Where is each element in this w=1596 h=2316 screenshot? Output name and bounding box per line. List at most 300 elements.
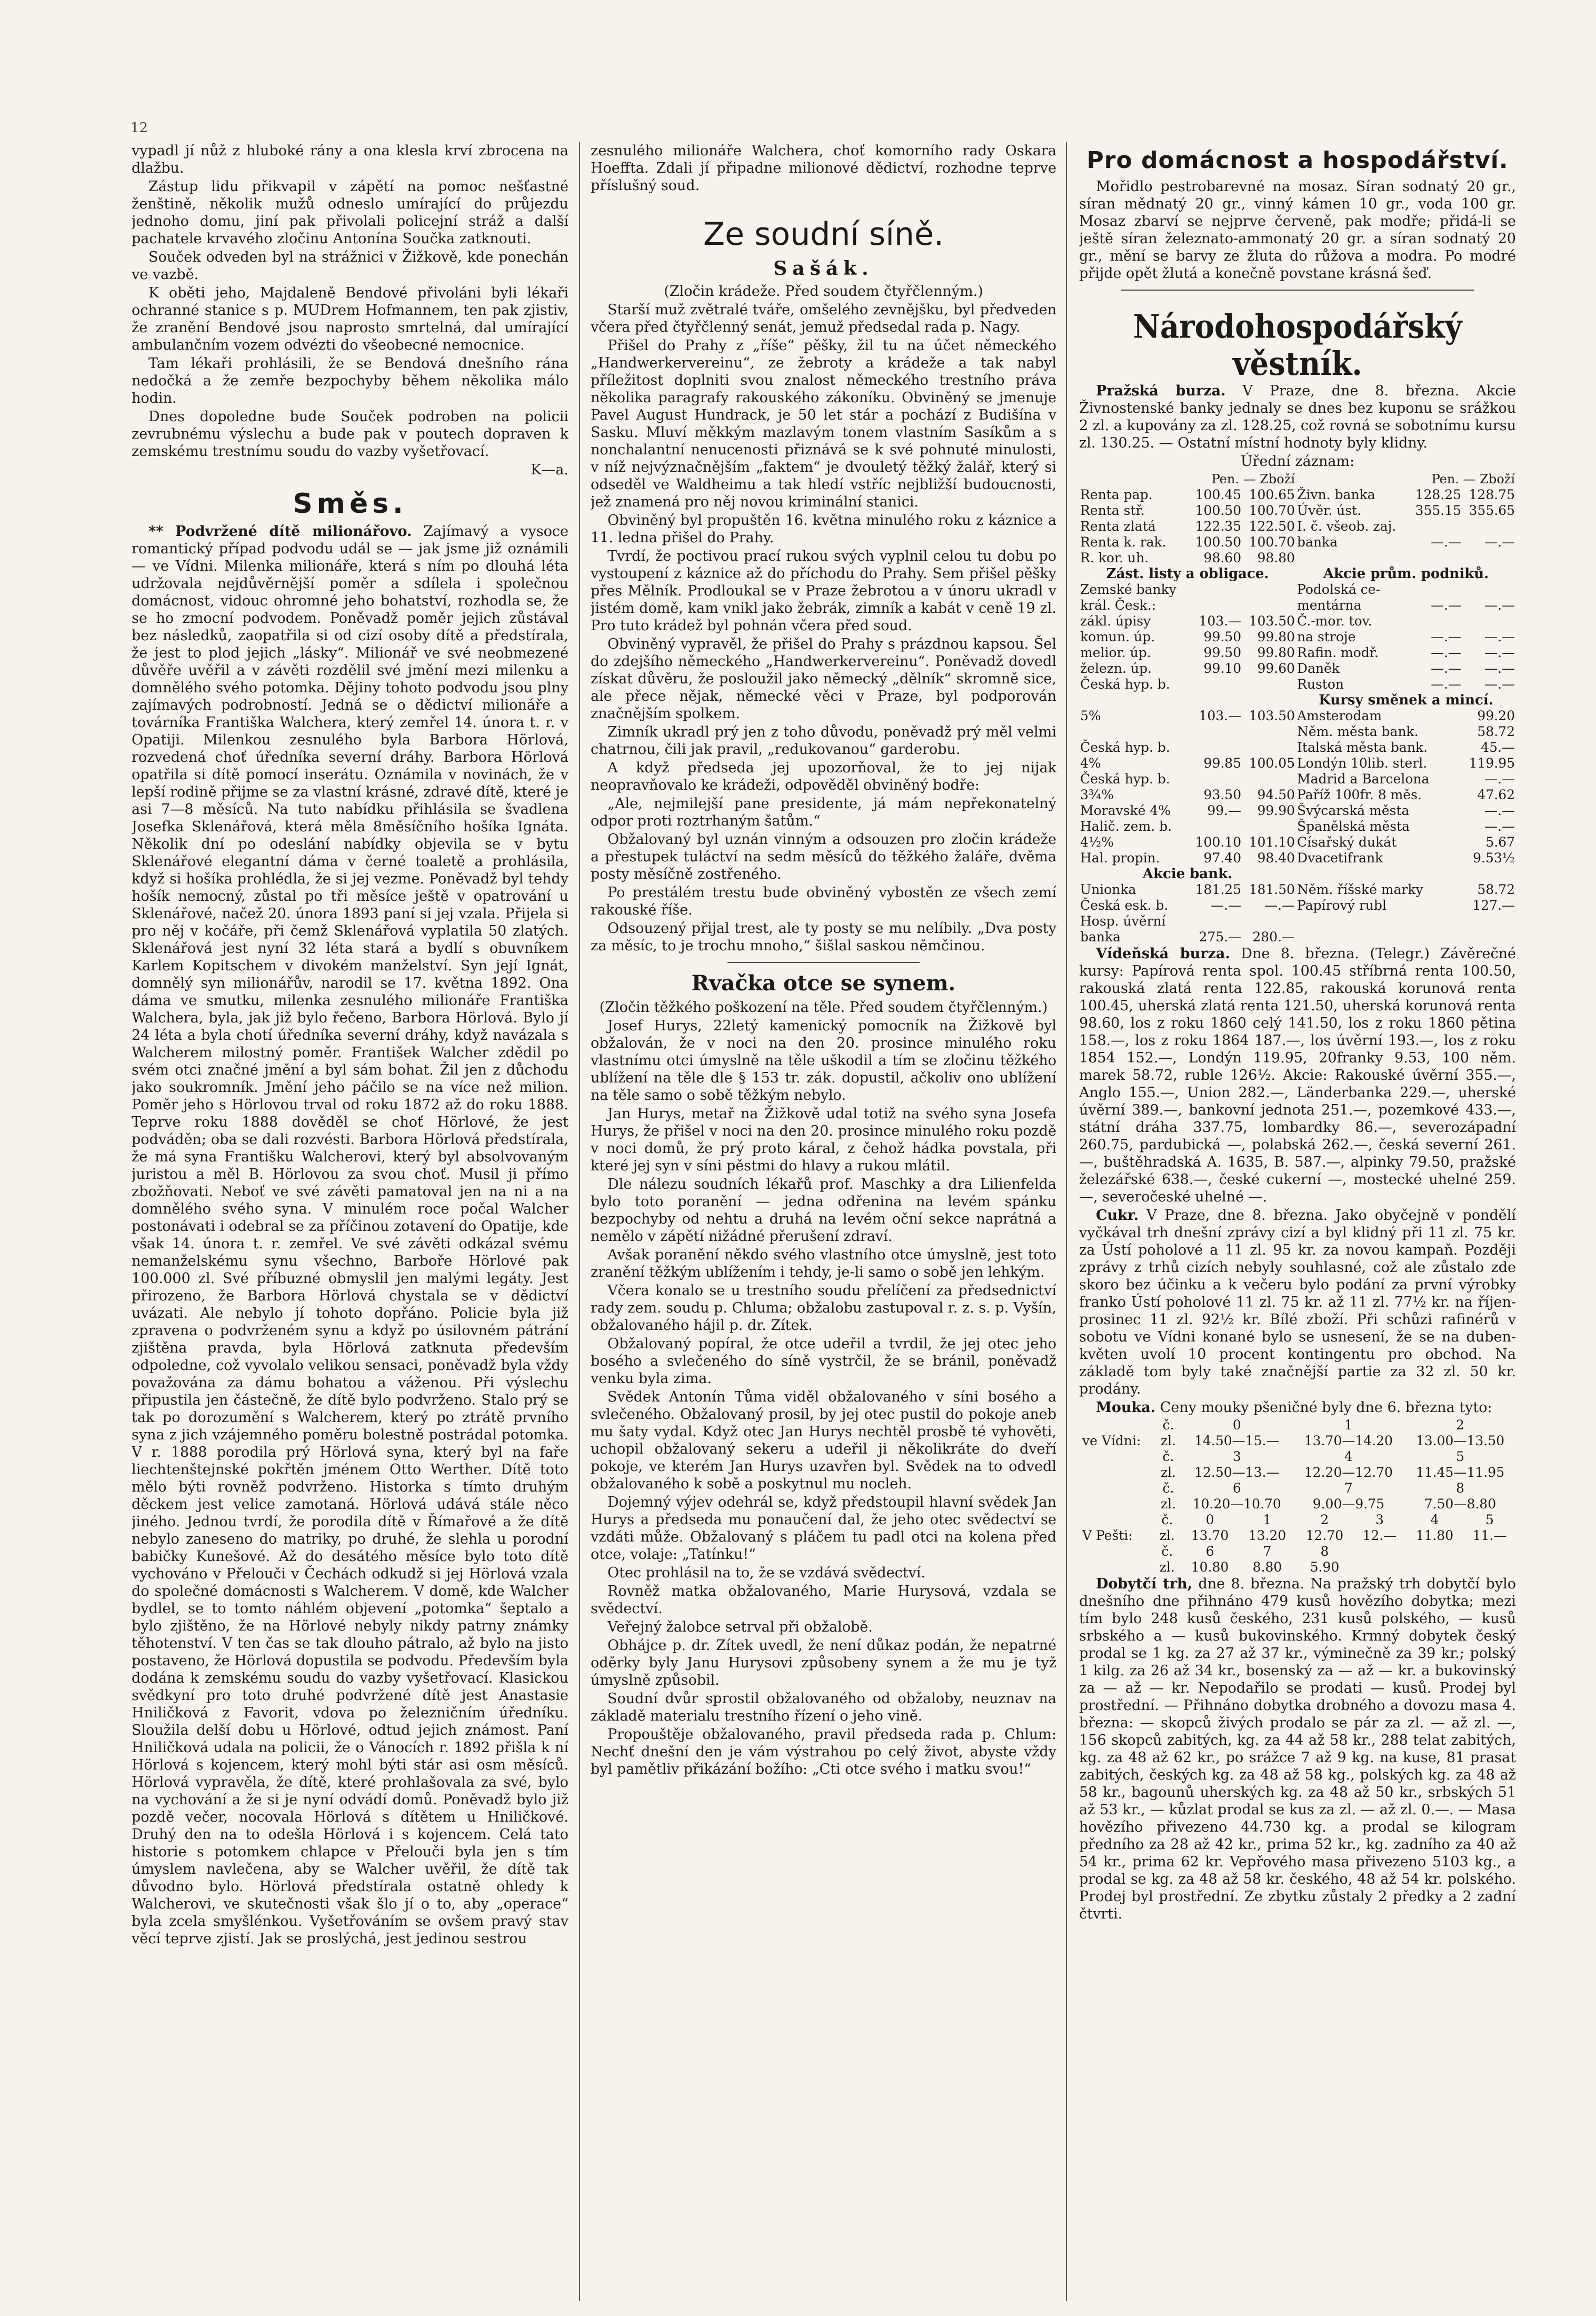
table-row — [1079, 882, 1516, 898]
table-cell: 5 — [1455, 1449, 1464, 1464]
paragraph: Tam lékaři prohlásili, že se Bendová dnešního rána nedočká a že zemře bezpochyby během několika málo hodin. — [132, 355, 568, 406]
table-cell: —.— — [1484, 803, 1515, 818]
table-cell: Úvěr. úst. — [1297, 503, 1362, 518]
table-cell — [1079, 1417, 1155, 1433]
paragraph: „Ale, nejmilejší pane presidente, já mám nepřekonatelný odpor proti roztrhaným šatům.“ — [591, 796, 1056, 829]
table-cell: č. — [1162, 1417, 1174, 1433]
table-cell: ve Vídni: — [1082, 1433, 1141, 1448]
table-cell: 100.70 — [1249, 534, 1295, 550]
article-kicker: Mouka. — [1096, 1399, 1156, 1416]
table-cell — [1296, 550, 1409, 566]
table-cell: —.— — [1484, 771, 1515, 787]
paragraph: Propouštěje obžalovaného, pravil předseda rada p. Chlum: Nechť dnešní den je vám výstrahou po celý život, abyste vždy byl pamětliv přikázání božího: „Cti otce svého i matku svou!“ — [591, 1726, 1056, 1777]
table-row — [1079, 771, 1516, 787]
column-rule-2 — [1066, 142, 1067, 2301]
table-cell: 14.50—15.— — [1194, 1433, 1280, 1448]
table-cell: 13.70 — [1191, 1528, 1229, 1543]
table-cell: 128.25 — [1415, 487, 1462, 502]
paragraph: Starší muž zvětralé tváře, omšelého zevnějšku, byl předveden včera před čtyřčlenný senát, jemuž předsedal rada p. Nagy. — [591, 302, 1056, 335]
column-rule-1 — [579, 142, 580, 2301]
article-kicker: Vídeňská burza. — [1096, 946, 1230, 962]
table-cell: 4 — [1430, 1512, 1439, 1527]
paragraph: A když předseda jej upozorňoval, že to jej nijak neopravňovalo ke krádeži, odpověděl obviněný bodře: — [591, 760, 1056, 793]
paragraph: V Praze, dne 8. března. Jako obyčejně v pondělí vyčkával trh dnešní zprávy cizí a byl klidný při 11 zl. 75 kr. za Ústí poholové a 11 zl. 95 kr. za novou kampaň. Později zprávy z trhů cizích nebyly souhlasné, což ale zůstalo zde skoro bez účinku a k večeru bylo podání za první výrobky franko Ústí poholové 11 zl. 75 kr. až 11 zl. 77½ kr. na říjen-prosinec 11 zl. 92½ kr. Bílé zboží. Při schůzi rafinérů v sobotu ve Vídni konané bylo se usnesení, že se na duben-květen uvolí 10 procent kontingentu pro obchod. Na základě tom byly také značnější partie za 32 zl. 50 kr. prodány. — [1079, 1207, 1516, 1397]
table-cell — [1189, 598, 1242, 613]
table-cell: —.— — [1484, 819, 1515, 834]
akcie-body — [1079, 882, 1516, 945]
rates-body — [1079, 487, 1516, 566]
article-title: Sašák. — [773, 257, 874, 280]
table-cell: Česká hyp. b. — [1080, 677, 1170, 692]
table-cell — [1242, 771, 1296, 787]
table-cell: 12.70 — [1305, 1528, 1344, 1543]
table-row — [1079, 850, 1516, 866]
table-cell: 119.95 — [1469, 756, 1515, 771]
table-cell — [1079, 1449, 1155, 1465]
table-cell — [1462, 582, 1516, 598]
table-cell: Česká hyp. b. — [1080, 740, 1170, 755]
table-cell — [1296, 913, 1462, 929]
table-cell — [1462, 913, 1516, 929]
table-cell — [1079, 1512, 1153, 1528]
table-cell: Paříž 100fr. 8 měs. — [1297, 787, 1422, 802]
table-cell: —.— — [1484, 598, 1515, 613]
table-cell — [1406, 1559, 1463, 1575]
table-cell: 103.— — [1199, 613, 1242, 629]
table-cell: 12.50—13.— — [1194, 1465, 1280, 1480]
table-row — [1079, 708, 1516, 724]
table-cell — [1189, 677, 1242, 692]
table-row — [1079, 1559, 1516, 1575]
article-kicker: Dobytčí trh, — [1096, 1576, 1193, 1592]
table-cell: 3 — [1375, 1512, 1384, 1527]
table-cell: 5 — [1485, 1512, 1494, 1527]
table-row — [1079, 756, 1516, 771]
table-cell: 98.40 — [1257, 850, 1295, 866]
column-2 — [591, 142, 1056, 2290]
table-cell — [1242, 598, 1296, 613]
paragraph: Zimník ukradl prý jen z toho důvodu, poněvadž prý měl velmi chatrnou, čili jak pravil, „redukovanou“ garderobu. — [591, 724, 1056, 758]
table-cell: 181.50 — [1249, 882, 1295, 897]
table-cell — [1463, 1544, 1516, 1559]
column-header: Pen. — Zboží — [1431, 472, 1515, 486]
table-cell: 3¾% — [1080, 787, 1114, 802]
flour-table-vienna — [1079, 1417, 1516, 1512]
table-cell — [1463, 1559, 1516, 1575]
table-cell: 103.— — [1199, 708, 1242, 723]
table-cell: 4% — [1080, 756, 1101, 771]
table-cell: Papírový rubl — [1297, 898, 1386, 913]
table-row — [1079, 629, 1516, 645]
table-cell: 8.80 — [1252, 1559, 1282, 1575]
table-cell — [1079, 1544, 1153, 1559]
table-subheader: Zást. listy a obligace. — [1106, 566, 1269, 582]
divider — [727, 962, 920, 963]
table-cell: Španělská města — [1297, 819, 1410, 834]
section-title-smes: Směs. — [293, 488, 407, 520]
table-cell: 10.20—10.70 — [1192, 1496, 1281, 1512]
table-cell — [1079, 1480, 1155, 1496]
table-cell: 122.35 — [1195, 519, 1242, 534]
table-cell: Ruston — [1297, 677, 1344, 692]
table-cell: 99.80 — [1257, 645, 1295, 660]
table-row — [1079, 740, 1516, 756]
table-row — [1079, 645, 1516, 661]
table-cell: 99.60 — [1257, 661, 1295, 676]
table-cell: Renta pap. — [1080, 487, 1153, 502]
divider — [1121, 290, 1474, 291]
table-cell: Madrid a Barcelona — [1297, 771, 1430, 787]
table-cell: mentárna — [1297, 598, 1362, 613]
column-3 — [1079, 142, 1516, 2290]
table-cell: zl. — [1160, 1496, 1176, 1512]
table-cell: 12.— — [1362, 1528, 1397, 1543]
table-cell: 93.50 — [1203, 787, 1242, 802]
table-cell: Č.-mor. tov. — [1297, 613, 1372, 629]
table-row — [1079, 929, 1516, 945]
page-number: 12 — [131, 120, 148, 136]
table-cell: zl. — [1159, 1528, 1175, 1543]
table-row — [1079, 913, 1516, 929]
paragraph: Obhájce p. dr. Zítek uvedl, že není důkaz podán, že nepatrné oděrky byly Janu Hurysovi způsobeny synem a že mu je tyž úmyslně způsobil. — [591, 1637, 1056, 1688]
table-cell: 275.— — [1199, 929, 1242, 945]
table-row — [1079, 724, 1516, 740]
table-cell: 1 — [1344, 1417, 1353, 1433]
table-row — [1079, 519, 1516, 534]
table-cell: 127.— — [1472, 898, 1515, 913]
table-cell: 11.— — [1472, 1528, 1507, 1543]
table-cell: 100.45 — [1195, 487, 1242, 502]
paragraph: Obviněný byl propuštěn 16. května minulého roku z káznice a 11. ledna přišel do Prahy. — [591, 512, 1056, 546]
table-row — [1079, 613, 1516, 629]
table-cell — [1189, 724, 1242, 740]
table-cell — [1079, 724, 1189, 740]
table-cell — [1296, 929, 1462, 945]
table-cell: 1 — [1263, 1512, 1272, 1527]
table-cell: —.— — [1211, 898, 1242, 913]
table-row — [1079, 534, 1516, 550]
table-cell: 100.05 — [1249, 756, 1295, 771]
table-row — [1079, 1496, 1516, 1512]
table-cell: 103.50 — [1249, 708, 1295, 723]
paragraph: Dne 8. března. (Telegr.) Závěrečné kursy: Papírová renta spol. 100.45 stříbrná renta 100.50, rakouská zlatá renta 122.85, rakouská korunová renta 100.45, uherská zlatá renta 121.50, uherská korunová renta 98.60, los z roku 1860 celý 141.50, los z roku 1860 pětina 158.—, los z roku 1864 187.—, los úvěrní 193.—, los z roku 1854 152.—, Londýn 119.95, 20franky 9.53, 100 něm. marek 58.72, ruble 126½. Akcie: Rakouské úvěrní 355.—, Anglo 155.—, Union 282.—, Länderbanka 229.—, uherské úvěrní 389.—, bankovní jednota 251.—, pozemkové 433.—, státní dráha 337.75, lombardky 86.—, severozápadní 260.75, pardubická —, polabská 262.—, česká severní 261.—, buštěhradská A. 1635, B. 587.—, alpinky 79.50, pražské železářské 638.—, české cukerní —, mostecké uhelné 259.—, severočeské uhelné —. — [1079, 946, 1516, 1205]
table-cell: 100.65 — [1249, 487, 1295, 502]
table-cell: 122.50 — [1249, 519, 1295, 534]
table-cell: Italská města bank. — [1297, 740, 1428, 755]
table-cell: 103.50 — [1249, 613, 1295, 629]
table-cell — [1189, 740, 1242, 756]
table-cell: 98.60 — [1203, 550, 1242, 565]
table-cell: 47.62 — [1477, 787, 1515, 802]
table-cell: 6 — [1205, 1544, 1214, 1559]
paragraph: Tvrdí, že poctivou prací rukou svých vyplnil celou tu dobu po vystoupení z káznice až do příchodu do Prahy. Sem přišel pěšky přes Mělník. Prodloukal se v Praze žebrotou a v únoru ukradl v jistém domě, kam vnikl jako žebrák, zimník a kabát v ceně 19 zl. Pro tuto krádež byl pohnán včera před soud. — [591, 548, 1056, 634]
paragraph: Po prestálém trestu bude obviněný vybostěn ze všech zemí rakouské říše. — [591, 884, 1056, 918]
paragraph: Veřejný žalobce setrval při obžalobě. — [607, 1619, 873, 1635]
paragraph: dne 8. března. Na pražský trh dobytčí bylo dnešního dne přihnáno 479 kusů hovězího dobytka; mezi tím bylo 248 kusů českého, 231 kusů polského, — kusů srbského a — kusů bukovinského. Krmný dobytek český prodal se 1 kg. za 27 až 37 kr., výminečně za 39 kr.; polský 1 kilg. za 26 až 34 kr., bosenský za — až — kr. a bukovinský za — až — kr. Nepodařilo se prodati — kusů. Prodej byl prostřední. — Přihnáno dobytka drobného a dovozu masa 4. března: — skopců živých prodalo se pár za zl. — až zl. —, 156 skopců zabitých, kg. za 44 až 58 kr., 288 telat zabitých, kg. za 48 až 62 kr., po srážce 7 až 9 kg. na kuse, 81 prasat zabitých, českých kg. za 48 až 58 kg., polských kg. za 48 až 58 kr., bagounů uherských kg. za 48 až 50 kr., srbských 51 až 53 kr., — kůzlat prodal se kus za zl. — až zl. 0.—. — Masa hovězího přivezeno 44.730 kg. a prodal se kilogram předního za 28 až 42 kr., prima 52 kr., kg. zadního za 40 až 54 kr., prima 62 kr. Vepřového masa přivezeno 5103 kg., a prodal se kg. za 48 až 58 kr. českého, 48 až 54 kr. polského. Prodej byl prostřední. Ze zbytku zůstaly 2 předky a 2 zadní čtvrti. — [1079, 1576, 1516, 1922]
article-kicker: Pražská burza. — [1096, 383, 1226, 399]
table-cell: 12.20—12.70 — [1304, 1465, 1393, 1480]
table-row — [1079, 898, 1516, 913]
table-cell: 280.— — [1252, 929, 1295, 945]
table-cell: —.— — [1264, 898, 1295, 913]
table-cell: 181.25 — [1195, 882, 1242, 897]
table-cell — [1353, 1544, 1406, 1559]
table-cell: Amsterodam — [1297, 708, 1382, 723]
table-cell: —.— — [1484, 534, 1515, 550]
table-cell: R. kor. uh. — [1080, 550, 1149, 565]
table-cell — [1189, 913, 1242, 929]
table-cell: banka — [1297, 534, 1338, 550]
table-cell: 100.70 — [1249, 503, 1295, 518]
table-cell: 58.72 — [1477, 882, 1515, 897]
table-cell: melior. úp. — [1080, 645, 1151, 660]
table-row — [1079, 598, 1516, 613]
table-cell: Moravské 4% — [1080, 803, 1171, 818]
paragraph: Přišel do Prahy z „říše“ pěšky, žil tu na účet německého „Handwerkervereinu“, ze žebroty a krádeže a tak nabyl příležitost doplniti svou znalost německého trestního práva několika paragrafy rakouského zákoníku. Obviněný se jmenuje Pavel August Hundrack, je 50 let stár a pochází z Budišína v Sasku. Mluví měkkým mazlavým tonem vlastním Sasíkům a s nonchalantní nenucenosti přiznává se k své pohnuté minulosti, v níž nejvýznačnějším „faktem“ je dvouletý těžký žalář, který si odseděl ve Waldheimu a tak hledí vstříc nejbližší budoucnosti, jež znamená pro něj novou kriminální stanici. — [591, 337, 1056, 510]
paragraph: K oběti jeho, Majdaleně Bendové přivoláni byli lékaři ochranné stanice s p. MUDrem Hofmannem, ten pak zjistiv, že zranění Bendové jsou naprosto smrtelná, dal umírající ambulančním vozem odvézti do všeobecné nemocnice. — [132, 285, 568, 353]
paragraph: Soudní dvůr sprostil obžalovaného od obžaloby, neuznav na základě materialu trestního řízení o jeho vině. — [591, 1691, 1056, 1724]
table-cell: Renta k. rak. — [1080, 534, 1166, 550]
table-cell — [1353, 1559, 1406, 1575]
signature: K—a. — [531, 462, 568, 478]
table-cell — [1462, 929, 1516, 945]
table-cell: 11.45—11.95 — [1415, 1465, 1505, 1480]
table-cell — [1462, 613, 1516, 629]
table-cell — [1462, 519, 1516, 534]
table-cell: 99.80 — [1257, 629, 1295, 644]
table-cell: Halič. zem. b. — [1080, 819, 1172, 834]
table-cell: 8 — [1320, 1544, 1329, 1559]
table-cell — [1242, 819, 1296, 834]
table-cell: 355.65 — [1469, 503, 1515, 518]
table-cell: zl. — [1159, 1559, 1175, 1575]
table-row — [1079, 1544, 1516, 1559]
table-cell: 99.85 — [1203, 756, 1242, 771]
table-cell: 99.10 — [1203, 661, 1242, 676]
table-row — [1079, 677, 1516, 692]
table-cell: Rafin. modř. — [1297, 645, 1379, 660]
table-cell: 5% — [1080, 708, 1101, 723]
table-cell — [1409, 550, 1462, 566]
table-cell: 7 — [1344, 1480, 1353, 1496]
table-cell: 7 — [1263, 1544, 1272, 1559]
table-cell: na stroje — [1297, 629, 1356, 644]
table-cell: zákl. úpisy — [1080, 613, 1151, 629]
table-cell: 355.15 — [1415, 503, 1462, 518]
table-cell: Renta zlatá — [1080, 519, 1156, 534]
table-cell: 128.75 — [1469, 487, 1515, 502]
table-cell: 4 — [1344, 1449, 1353, 1464]
table-row — [1079, 487, 1516, 503]
flour-table-pest — [1079, 1512, 1516, 1575]
table-cell: 5.67 — [1485, 834, 1515, 850]
table-cell — [1462, 550, 1516, 566]
table-cell: —.— — [1484, 661, 1515, 676]
table-cell: 94.50 — [1257, 787, 1295, 802]
table-cell: 9.53½ — [1473, 850, 1515, 866]
table-row — [1079, 503, 1516, 519]
table-row — [1079, 834, 1516, 850]
paragraph: Včera konalo se u trestního soudu přelíčení za předsednictví rady zem. soudu p. Chluma; obžalobu zastupoval r. z. s. p. Vyšín, obžalovaného hájil p. dr. Zítek. — [591, 1283, 1056, 1334]
table-cell: 99.— — [1207, 803, 1242, 818]
table-cell: Unionka — [1080, 882, 1136, 897]
paragraph: Zástup lidu přikvapil v zápětí na pomoc nešťastné ženštině, několik mužů odneslo umírající do průjezdu jednoho domu, jiní pak přivolali policejní stráž a další pachatele krvavého zločinu Antonína Součka zatknouti. — [132, 178, 568, 247]
table-row — [1079, 1480, 1516, 1496]
table-cell: Něm. města bank. — [1297, 724, 1419, 739]
paragraph: V Praze, dne 8. března. Akcie Živnostenské banky jednaly se dnes bez kuponu se srážkou 2 zl. a kupovány za zl. 128.25, což rovná se sobotnímu kursu zl. 130.25. — Ostatní místní hodnoty byly klidny. — [1079, 383, 1516, 451]
table-cell: Daněk — [1297, 661, 1340, 676]
table-row — [1079, 661, 1516, 677]
paragraph: Otec prohlásil na to, že se vzdává svědectví. — [607, 1565, 926, 1581]
table-cell: 99.50 — [1203, 629, 1242, 644]
table-cell: 7.50—8.80 — [1424, 1496, 1497, 1512]
table-cell — [1079, 1465, 1155, 1480]
table-cell: 13.20 — [1248, 1528, 1286, 1543]
column-1 — [132, 142, 568, 2290]
table-cell: 6 — [1232, 1480, 1241, 1496]
table-cell — [1406, 1544, 1463, 1559]
paragraph: Ceny mouky pšeničné byly dne 6. března tyto: — [1160, 1399, 1492, 1416]
table-row — [1079, 1512, 1516, 1528]
table-cell: Podolská ce- — [1297, 582, 1381, 597]
table-row — [1079, 550, 1516, 566]
table-cell: Renta stř. — [1080, 503, 1145, 518]
paragraph: Zajímavý a vysoce romantický případ podvodu udál se — jak jsme již oznámili — ve Vídni. Milenka milionáře, která s ním po dlouhá léta udržovala nejdůvěrnější poměr a sdílela i společnou domácnost, vidouc ohromné jeho bohatství, rozhodla se, že se ho zmocní podvodem. Poněvadž poměr jejich zůstával bez následků, zaopatřila si od cizí osoby dítě a předstírala, že jest to plod jejich „lásky“. Milionář ve své neobmezené důvěře uvěřil a v závěti rozdělil své jmění mezi milenku a domnělého svého potomka. Dějiny tohoto podvodu jsou plny zajímavých podrobností. Jedná se o dědictví milionáře a továrníka Františka Walchera, který zemřel 14. února t. r. v Opatiji. Milenkou zesnulého byla Barbora Hörlová, rozvedená choť úředníka severní dráhy. Barbora Hörlová opatřila si dítě pomocí inserátu. Oznámila v novinách, že v lepší rodině přijme se za vlastní krásné, zdravé dítě, které je asi 7—8 měsíců. Na tuto nabídku přihlásila se švadlena Josefka Sklenářová, která měla 8měsíčního hošíka Ignáta. Několik dní po odeslání nabídky objevila se v bytu Sklenářové elegantní dáma v černé toaletě a prohlásila, když si hošíka prohlédla, že si jej vezme. Poněvadž byl tehdy hošík nemocný, zůstal po tři měsíce ještě v opatrování u Sklenářové, načež 20. února 1893 paní si jej vzala. Přijela si pro něj v kočáře, při čemž Sklenářová vyplatila 50 zlatých. Sklenářová jest nyní 32 léta stará a bydlí s obuvníkem Karlem Kopitschem v divokém manželství. Syn její Ignát, domnělý syn milionářův, narodil se 17. května 1892. Ona dáma ve smutku, milenka zesnulého milionáře Františka Walchera, byla, jak již bylo řečeno, Barbora Hörlová. Bylo jí 24 léta a byla chotí úředníka severní dráhy, když navázala s Walcherem milostný poměr. František Walcher zdědil po svém otci značné jmění a byl sám bohat. Žil jen z důchodu jako soukromník. Jmění jeho páčilo se na více než milion. Poměr jeho s Hörlovou trval od roku 1872 až do roku 1888. Teprve roku 1888 dověděl se choť Hörlové, že jest podváděn; oba se dali rozvésti. Barbora Hörlová předstírala, že má syna Františku Walcherovi, který byl absolvovaným juristou a měl B. Hörlovou za svou choť. Musil ji přímo zbožňovati. Neboť ve své závěti pamatoval jen na ni a na domnělého svého syna. V minulém roce počal Walcher postonávati i odebral se za příčinou zotavení do Opatije, kde však 14. února t. r. zemřel. Ve své závěti odkázal svému nemanželskému synu všechno, Barboře Hörlové pak 100.000 zl. Své příbuzné obmyslil jen malými legáty. Jest přirozeno, že Barbora Hörlová chystala se v dědictví uvázati. Ale nebylo jí tohoto dopřáno. Policie byla již zpravena o podvrženém synu a když po úsilovném pátrání zjištěna pravda, byla Hörlová zatknuta především odpoledne, což vyvolalo velikou sensaci, poněvadž byla vždy považována za dámu bohatou a váženou. Při výslechu připustila jen částečně, že dítě bylo podvrženo. Stalo prý se tak po dorozumění s Walcherem, který po ztrátě prvního syna z jich vzájemného poměru bolestně postrádal potomka. V r. 1888 porodila prý Hörlová syna, který byl na faře liechtenštejnské pokřtěn jménem Otto Werther. Dítě toto mělo býti rovněž podvrženo. Historka s tímto druhým děckem jest velice zamotaná. Hörlová udává stále něco jiného. Jednou tvrdí, že porodila dítě v Římařové a že dítě nebylo zaneseno do matriky, po druhé, že slehla u porodní babičky Kunešové. Až do desátého měsíce bylo toto dítě vychováno v Přelouči v Čechách odkudž si jej Hörlová vzala do společné domácnosti s Walcherem. V domě, kde Walcher bydlel, se to tomto náhlém objevení „potomka“ šeptalo a bylo zjištěno, že na Hörlové nebyly nikdy patrny známky těhotenství. V ten čas se tak dlouho pátralo, až bylo na jisto postaveno, že Hörlová dopustila se podvodu. Především byla dodána k zemskému soudu do vazby vyšetřovací. Klasickou svědkyní pro toto druhé podvržené dítě jest Anastasie Hniličková z Favorit, vdova po železničním úředníku. Sloužila delší dobu u Hörlové, odtud jejich známost. Paní Hniličková udala na policii, že o Vánocích r. 1892 přišla k ní Hörlová s kojencem, který mohl býti stár asi osm měsíců. Hörlová vypravěla, že dítě, které prohlašovala za své, bylo na vychování a že si je nyní odvádí domů. Poněvadž bylo již pozdě večer, nocovala Hörlová s dítětem u Hniličkové. Druhý den na to odešla Hörlová i s kojencem. Celá tato historie s potomkem chlapce v Přelouči byla jen s tím úmyslem navlečena, aby se Walcher uvěřil, že dítě tak důvodno bylo. Hörlová předstírala ostatně ohledy k Walcherovi, ve skutečnosti však šlo jí o to, aby „operace“ byla zcela smyšlénkou. Vyšetřováním se ovšem pravý stav věcí teprve zjistí. Jak se proslýchá, jest jedinou sestrou — [132, 523, 568, 1947]
paragraph: Dnes dopoledne bude Souček podroben na policii zevrubnému výslechu a bude pak v poutech dopraven k zemskému trestnímu soudu do vazby vyšetřovací. — [132, 409, 568, 460]
table-cell: banka — [1080, 929, 1121, 945]
article-title: Rvačka otce se synem. — [691, 971, 956, 996]
paragraph: vypadl jí nůž z hluboké rány a ona klesla krví zbrocena na dlažbu. — [132, 143, 568, 176]
column-header: Pen. — Zboží — [1211, 472, 1295, 486]
table-cell — [1409, 519, 1462, 534]
table-row — [1079, 787, 1516, 803]
table-cell: Dvacetifrank — [1297, 850, 1383, 866]
section-title-household: Pro domácnost a hospodářství. — [1086, 147, 1509, 174]
paragraph: Obžalovaný byl uznán vinným a odsouzen pro zločin krádeže a přestupek tuláctví na sedm měsíců do těžkého žaláře, dvěma posty měsíčně zostřeného. — [591, 831, 1056, 882]
table-cell: —.— — [1484, 677, 1515, 692]
table-cell: 13.70—14.20 — [1304, 1433, 1393, 1448]
rates-table — [1079, 471, 1516, 945]
table-cell: 4½% — [1080, 834, 1114, 850]
table-cell: Česká hyp. b. — [1080, 771, 1170, 787]
table-cell: Švýcarská města — [1297, 803, 1410, 818]
table-row — [1079, 582, 1516, 598]
paragraph: zesnulého milionáře Walchera, choť komorního rady Oskara Hoeffta. Zdali jí připadne milionové dědictví, rozhodne teprve příslušný soud. — [591, 143, 1056, 194]
table-cell: —.— — [1431, 598, 1462, 613]
paragraph: Souček odveden byl na strážnici v Žižkově, kde ponechán ve vazbě. — [132, 249, 568, 283]
section-title-court: Ze soudní síně. — [703, 216, 944, 253]
paragraph: Mořidlo pestrobarevné na mosaz. Síran sodnatý 20 gr., síran mědnatý 20 gr., vinný kámen 10 gr., voda 100 gr. Mosaz zbarví se nejprve červeně, pak modře; přidá-li se ještě síran železnato-ammonatý 20 gr. a síran sodnatý 20 gr., mění se barvy ze žluta do růžova a modra. Po modré přijde opět žlutá a konečně povstane krásná šeď. — [1079, 178, 1516, 282]
paragraph: Obviněný vypravěl, že přišel do Prahy s prázdnou kapsou. Šel do zdejšího německého „Handwerkervereinu“. Poněvadž dovedl získat důvěru, že posloužil jako německý „dělník“ skromně sice, ale přece nějak, německé věci v Praze, byl podporován značnějším spolkem. — [591, 636, 1056, 722]
table-cell — [1189, 582, 1242, 598]
table-cell: Císařský dukát — [1297, 834, 1397, 850]
paragraph: Dle nálezu soudních lékařů prof. Maschky a dra Lilienfelda bylo toto poranění — jedna odřenina na levém spánku bezpochyby od nehtu a druhá na levém oční sekce naprátná a nemělo v zápětí nižádné přerušení zdraví. — [591, 1176, 1056, 1245]
table-cell: —.— — [1431, 677, 1462, 692]
section-title-economy: Národohospodářský věstník. — [1133, 307, 1462, 383]
table-caption: Úřední záznam: — [1240, 453, 1355, 470]
table-row — [1079, 803, 1516, 819]
paragraph: Svědek Antonín Tůma viděl obžalovaného v síni bosého a svlečeného. Obžalovaný prosil, by jej otec pustil do pokoje aneb mu šaty vydal. Když otec Jan Hurys nechtěl prosbě té vyhověti, uchopil obžalovaný sekeru a udeřil ji několikráte do dveří pokoje, ve kterém Jan Hurys uzavřen byl. Svědek na to odvedl obžalovaného k sobě a poskytnul mu nocleh. — [591, 1389, 1056, 1492]
table-cell — [1409, 613, 1462, 629]
table-cell: Živn. banka — [1297, 487, 1375, 502]
table-cell: 99.90 — [1257, 803, 1295, 818]
table-cell: 100.50 — [1195, 534, 1242, 550]
table-cell: 11.80 — [1415, 1528, 1454, 1543]
table-cell: 100.10 — [1195, 834, 1242, 850]
table-cell: 0 — [1232, 1417, 1241, 1433]
table-subheader: Akcie prům. podniků. — [1323, 566, 1489, 582]
table-cell: 0 — [1205, 1512, 1214, 1527]
table-cell: 58.72 — [1477, 724, 1515, 739]
article-subtitle: (Zločin těžkého poškození na těle. Před soudem čtyřčlenným.) — [599, 999, 1048, 1016]
table-cell: 8 — [1455, 1480, 1464, 1496]
table-subheader: Akcie bank. — [1142, 866, 1233, 882]
table-cell: železn. úp. — [1080, 661, 1152, 676]
table-cell: —.— — [1431, 661, 1462, 676]
table-cell: Něm. říšské marky — [1297, 882, 1423, 897]
table-cell: Londýn 10lib. sterl. — [1297, 756, 1428, 771]
kursy-body — [1079, 708, 1516, 866]
table-cell: č. — [1162, 1480, 1174, 1496]
table-cell: Česká esk. b. — [1080, 898, 1169, 913]
table-cell — [1189, 819, 1242, 834]
paragraph: Rovněž matka obžalovaného, Marie Hurysová, vzdala se svědectví. — [591, 1583, 1056, 1617]
table-cell: I. č. všeob. zaj. — [1297, 519, 1396, 534]
table-row — [1079, 1449, 1516, 1465]
table-row — [1079, 1465, 1516, 1480]
table-cell — [1242, 724, 1296, 740]
table-cell: král. Česk.: — [1080, 598, 1156, 613]
table-cell: 9.00—9.75 — [1312, 1496, 1385, 1512]
table-cell: 99.20 — [1477, 708, 1515, 723]
table-cell: 10.80 — [1191, 1559, 1229, 1575]
table-cell: —.— — [1431, 645, 1462, 660]
table-cell — [1242, 677, 1296, 692]
table-cell: 97.40 — [1203, 850, 1242, 866]
table-cell: Hosp. úvěrní — [1080, 913, 1166, 929]
article-kicker: ** Podvržené dítě milionářovo. — [148, 523, 412, 540]
paragraph: Dojemný výjev odehrál se, když předstoupil hlavní svědek Jan Hurys a předseda mu ponaučení dal, že jeho otec svědectví se vzdáti může. Obžalovaný s pláčem tu padl otci na kolena před otce, volaje: „Tatínku!“ — [591, 1494, 1056, 1563]
table-cell: Zemské banky — [1080, 582, 1176, 597]
table-cell: V Pešti: — [1082, 1528, 1133, 1543]
table-cell: 2 — [1455, 1417, 1464, 1433]
table-subheader: Kursy směnek a mincí. — [1319, 692, 1493, 708]
paragraph: Josef Hurys, 22letý kamenický pomocník na Žižkově byl obžalován, že v noci na den 20. prosince minulého roku vlastnímu otci úmyslně na těle uškodil a tím se zločinu těžkého ublížení na těle dle § 153 tr. zák. dopustil, ačkoliv ono ublížení na těle samo o sobě těžkým nebylo. — [591, 1018, 1056, 1104]
obligations-body — [1079, 582, 1516, 692]
table-cell — [1409, 582, 1462, 598]
table-cell: —.— — [1431, 629, 1462, 644]
table-cell: č. — [1162, 1449, 1174, 1464]
table-row — [1079, 1528, 1516, 1544]
table-cell: 100.50 — [1195, 503, 1242, 518]
paragraph: Odsouzený přijal trest, ale ty posty se mu nelíbily. „Dva posty za měsíc, to je trochu mnoho,“ šišlal saskou němčinou. — [591, 920, 1056, 954]
paragraph: Avšak poranění někdo svého vlastního otce úmyslně, jest toto zranění těžkým ublížením i tehdy, je-li samo o sobě jen lehkým. — [591, 1247, 1056, 1280]
table-cell: zl. — [1160, 1433, 1176, 1448]
table-cell: komun. úp. — [1080, 629, 1155, 644]
table-cell: č. — [1161, 1544, 1173, 1559]
table-cell: 2 — [1320, 1512, 1329, 1527]
table-cell: 98.80 — [1257, 550, 1295, 565]
table-cell — [1242, 582, 1296, 598]
table-cell: —.— — [1484, 645, 1515, 660]
table-cell: —.— — [1484, 629, 1515, 644]
table-cell — [1079, 1496, 1155, 1512]
table-cell: —.— — [1431, 534, 1462, 550]
table-cell: 45.— — [1481, 740, 1515, 755]
table-cell: 3 — [1232, 1449, 1241, 1464]
table-row — [1079, 1417, 1516, 1433]
table-cell: 5.90 — [1310, 1559, 1340, 1575]
